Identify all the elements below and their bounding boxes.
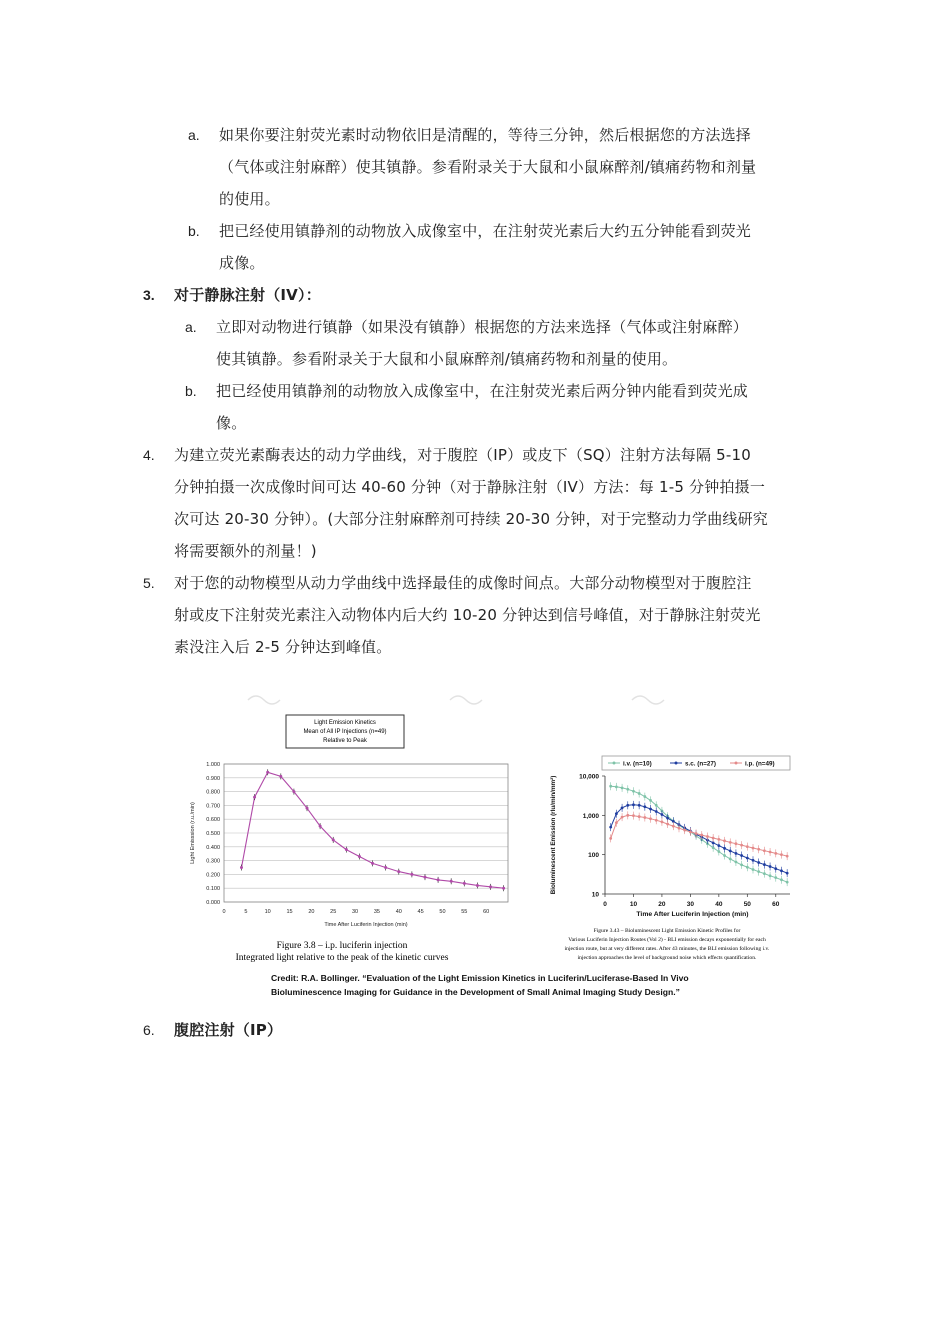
data-point [638,804,641,807]
legend-label: i.p. (n=49) [745,760,775,768]
x-axis-label: Time After Luciferin Injection (min) [636,911,749,918]
data-point [763,849,766,852]
y-tick-label: 0.900 [206,775,220,782]
paragraph-line: 成像。 [219,254,265,272]
data-point [780,878,783,881]
data-point [423,876,426,879]
x-tick-label: 20 [658,901,666,908]
data-point [752,868,755,871]
data-point [729,841,732,844]
data-point [786,855,789,858]
left-chart-title-line: Mean of All IP Injections (n=49) [303,729,387,735]
data-point [746,845,749,848]
data-point [649,799,652,802]
x-tick-label: 35 [373,909,380,915]
list-marker-6: 6. [143,1022,155,1038]
data-point [397,870,400,873]
x-tick-label: 30 [686,901,695,908]
data-point [774,867,777,870]
data-point [621,816,624,819]
data-point [306,807,309,810]
right-chart [550,774,790,919]
data-point [358,855,361,858]
data-point [253,796,256,799]
x-tick-label: 50 [439,909,446,915]
section-heading: 对于静脉注射（IV）： [174,286,321,304]
x-tick-label: 25 [330,909,337,915]
data-point [450,880,453,883]
right-figure-caption: injection route, but at very different rates. After 43 minutes, the BLI emission following i.v. [564,946,770,952]
data-point [655,819,658,822]
x-tick-label: 50 [743,901,751,908]
y-tick-label: 0.300 [206,858,220,865]
paragraph-line: 将需要额外的剂量！) [174,542,317,560]
x-tick-label: 0 [222,909,226,915]
data-point [752,859,755,862]
data-point [786,881,789,884]
data-point [332,838,335,841]
y-tick-label: 0.400 [206,844,220,851]
data-point [279,775,282,778]
data-point [757,861,760,864]
section-heading: 腹腔注射（IP） [174,1021,283,1039]
data-point [666,823,669,826]
paragraph-line: 为建立荧光素酶表达的动力学曲线，对于腹腔（IP）或皮下（SQ）注射方法每隔 5-10 [174,446,752,464]
legend-marker [613,762,616,765]
data-point [740,844,743,847]
data-point [632,790,635,793]
data-point [632,803,635,806]
x-tick-label: 5 [244,909,248,915]
x-tick-label: 10 [629,901,638,908]
legend-label: s.c. (n=27) [685,760,716,768]
list-marker-a: a. [188,127,200,143]
data-point [240,866,243,869]
legend-marker [675,762,678,765]
data-point [757,870,760,873]
legend-marker [735,762,738,765]
x-axis-label: Time After Luciferin Injection (min) [324,922,408,928]
paragraph-line: 射或皮下注射荧光素注入动物体内后大约 10-20 分钟达到信号峰值，对于静脉注射荧光 [174,606,761,624]
data-point [655,810,658,813]
y-tick-label: 1.000 [206,762,220,768]
data-point [735,861,738,864]
data-point [735,852,738,855]
data-point [723,839,726,842]
data-point [661,813,664,816]
data-point [706,835,709,838]
x-tick-label: 15 [286,909,293,915]
list-marker-5: 5. [143,575,155,591]
x-tick-label: 60 [483,909,490,915]
data-point [649,808,652,811]
data-point [609,837,612,840]
data-point [649,817,652,820]
x-tick-label: 45 [417,909,424,915]
list-marker-b: b. [185,383,197,399]
x-tick-label: 40 [395,909,402,915]
paragraph-line: 分钟拍摄一次成像时间可达 40-60 分钟（对于静脉注射（IV）方法：每 1-5 分钟拍摄一 [174,478,766,496]
x-tick-label: 60 [772,901,780,908]
data-point [717,844,720,847]
y-tick-label: 10 [591,891,599,899]
data-point [723,847,726,850]
data-point [666,817,669,820]
figure-credit [271,971,689,999]
data-point [638,815,641,818]
x-tick-label: 55 [461,909,468,915]
data-point [723,854,726,857]
data-point [672,825,675,828]
paragraph-line: 把已经使用镇静剂的动物放入成像室中，在注射荧光素后大约五分钟能看到荧光 [219,222,752,240]
y-axis-label: Bioluminescent Emission (rlu/min/mm²) [550,775,557,895]
data-point [735,842,738,845]
data-point [683,829,686,832]
data-point [769,851,772,854]
data-point [695,832,698,835]
data-point [643,816,646,819]
x-tick-label: 20 [308,909,315,915]
list-marker-4: 4. [143,447,155,463]
y-tick-label: 0.100 [206,886,220,893]
x-tick-label: 30 [352,909,359,915]
y-axis-label: Light Emisssion (r.u./min) [190,802,196,864]
series-line [242,772,504,888]
data-point [621,786,624,789]
data-point [717,850,720,853]
data-point [292,790,295,793]
data-point [740,854,743,857]
data-point [638,792,641,795]
data-point [780,869,783,872]
data-point [769,865,772,868]
y-tick-label: 0.000 [206,900,220,906]
kinetics-figure-svg [190,686,800,1004]
y-tick-label: 0.500 [206,831,220,837]
right-chart-legend-items [608,761,775,768]
x-tick-label: 40 [715,901,723,908]
data-point [700,834,703,837]
data-point [661,821,664,824]
data-point [463,882,466,885]
data-point [609,826,612,829]
data-point [489,885,492,888]
data-point [502,887,505,890]
paragraph-line: （气体或注射麻醉）使其镇静。参看附录关于大鼠和小鼠麻醉剂/镇痛药物和剂量 [219,158,757,176]
data-point [410,873,413,876]
paragraph-line: 把已经使用镇静剂的动物放入成像室中，在注射荧光素后两分钟内能看到荧光成 [216,382,749,400]
paragraph-line: 的使用。 [219,190,280,208]
data-point [763,863,766,866]
y-tick-label: 0.200 [206,872,220,879]
data-point [345,848,348,851]
data-point [626,788,629,791]
data-point [689,830,692,833]
data-point [774,876,777,879]
data-point [621,806,624,809]
data-point [615,785,618,788]
data-point [615,812,618,815]
data-point [769,874,772,877]
credit-line: Credit: R.A. Bollinger. “Evaluation of the Light Emission Kinetics in Luciferin/Luciferase-Based In Vivo [271,973,689,983]
left-chart-title-line: Light Emission Kinetics [314,720,376,726]
data-point [266,771,269,774]
paragraph-line: 对于您的动物模型从动力学曲线中选择最佳的成像时间点。大部分动物模型对于腹腔注 [174,574,752,592]
data-point [655,804,658,807]
list-marker-3: 3. [143,287,155,303]
y-tick-label: 0.600 [206,817,220,824]
right-figure-caption: Various Luciferin Injection Routes (Vol 2) - BLI emission decays exponentially for each [568,937,766,943]
data-point [626,804,629,807]
data-point [319,825,322,828]
data-point [615,821,618,824]
y-tick-label: 0.800 [206,789,220,796]
data-point [717,838,720,841]
right-figure-caption: injection approaches the level of background noise which effects quantification. [577,955,757,961]
data-point [609,785,612,788]
data-point [746,857,749,860]
data-point [371,862,374,865]
data-point [643,795,646,798]
y-tick-label: 1,000 [582,812,599,820]
paragraph-line: 如果你要注射荧光素时动物依旧是清醒的，等待三分钟，然后根据您的方法选择 [219,126,752,144]
data-point [746,866,749,869]
data-point [437,878,440,881]
paragraph-line: 素没注入后 2-5 分钟达到峰值。 [174,638,392,656]
left-chart [190,762,508,928]
data-point [678,827,681,830]
data-point [626,814,629,817]
left-figure-caption: Figure 3.8 – i.p. luciferin injection [276,941,408,951]
paragraph-line: 次可达 20-30 分钟）。(大部分注射麻醉剂可持续 20-30 分钟，对于完整动力学曲线研究 [174,510,769,528]
paragraph-line: 立即对动物进行镇静（如果没有镇静）根据您的方法来选择（气体或注射麻醉） [216,318,749,336]
y-tick-label: 100 [588,852,599,860]
list-marker-a: a. [185,319,197,335]
left-chart-title-line: Relative to Peak [323,738,367,744]
series-line [611,805,788,873]
kinetics-figure [190,686,800,1004]
data-point [643,805,646,808]
list-marker-b: b. [188,223,200,239]
data-point [763,872,766,875]
data-point [774,852,777,855]
x-tick-label: 10 [264,909,271,915]
data-point [729,858,732,861]
left-figure-caption: Integrated light relative to the peak of the kinetic curves [235,953,449,963]
data-point [757,848,760,851]
data-point [752,847,755,850]
data-point [740,863,743,866]
watermark-marks [248,696,664,704]
y-tick-label: 10,000 [579,773,599,781]
x-tick-label: 0 [603,901,607,908]
paragraph-line: 像。 [216,414,247,432]
data-point [729,849,732,852]
credit-line: Bioluminescence Imaging for Guidance in the Development of Small Animal Imaging Study Design.” [271,987,680,997]
data-point [384,866,387,869]
data-point [632,814,635,817]
data-point [780,853,783,856]
data-point [476,884,479,887]
y-tick-label: 0.700 [206,803,220,810]
legend-label: i.v. (n=10) [623,760,652,768]
data-point [712,837,715,840]
right-figure-caption: Figure 3.43 – Bioluminescent Light Emission Kinetic Profiles for [593,928,741,934]
paragraph-line: 使其镇静。参看附录关于大鼠和小鼠麻醉剂/镇痛药物和剂量的使用。 [216,350,678,368]
data-point [786,872,789,875]
